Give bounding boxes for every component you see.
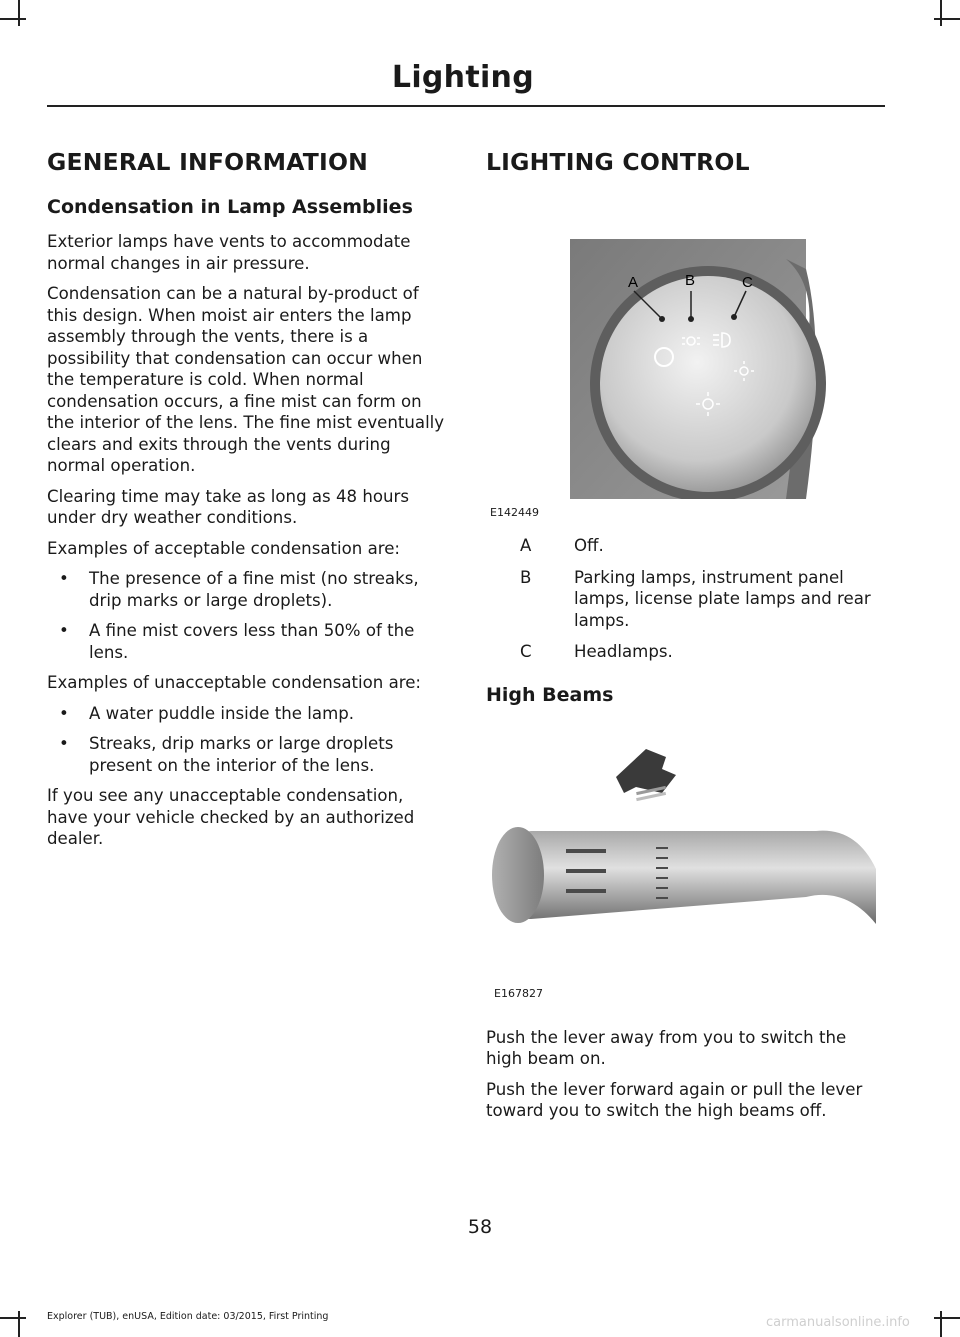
crop-mark	[934, 1317, 960, 1319]
callout-dot-a	[659, 316, 665, 322]
lever-body	[506, 830, 876, 923]
legend-key: B	[520, 567, 532, 587]
legend-row	[486, 535, 886, 567]
figure-code: E142449	[490, 506, 539, 519]
paragraph: Push the lever away from you to switch the high beam on.	[486, 1027, 847, 1068]
crop-mark	[18, 1311, 20, 1337]
list-item	[47, 620, 449, 663]
legend-text: Parking lamps, instrument panel lamps, license plate lamps and rear lamps.	[574, 567, 871, 630]
lighting-control-legend	[486, 535, 886, 673]
footer-edition: Explorer (TUB), enUSA, Edition date: 03/2015, First Printing	[47, 1311, 329, 1322]
subsection-title-high-beams: High Beams	[486, 683, 614, 706]
list-item-text: Streaks, drip marks or large droplets present on the interior of the lens.	[89, 734, 394, 775]
paragraph: Push the lever forward again or pull the lever toward you to switch the high beams off.	[486, 1079, 863, 1120]
bullet: •	[59, 734, 69, 753]
paragraph: Condensation can be a natural by-product of this design. When moist air enters the lamp assembly through the vents, there is a possibility that condensation can occur when the temperature is cold. When normal condensation occurs, a fine mist can form on the interior of the lens. The fine mist eventually clears and exits through the vents during normal operation.	[47, 284, 445, 475]
header-title-text: Lighting	[391, 60, 534, 95]
legend-row	[486, 641, 886, 673]
callout-label-b: B	[685, 272, 696, 289]
list-item-text: A fine mist covers less than 50% of the lens.	[89, 621, 415, 662]
bullet: •	[59, 569, 69, 588]
list-item	[47, 733, 449, 776]
crop-mark	[940, 1311, 942, 1337]
paragraph: Examples of unacceptable condensation are:	[47, 673, 422, 692]
push-arrow-icon	[616, 749, 676, 801]
high-beams-figure	[486, 719, 886, 1007]
callout-dot-c	[731, 314, 737, 320]
paragraph: Clearing time may take as long as 48 hours under dry weather conditions.	[47, 486, 410, 527]
headlamp-knob	[600, 276, 816, 492]
watermark: carmanualsonline.info	[766, 1315, 910, 1330]
legend-key: A	[520, 536, 532, 555]
lighting-control-figure	[486, 199, 886, 519]
list-item-text: The presence of a fine mist (no streaks, drip marks or large droplets).	[89, 569, 419, 610]
paragraph: Exterior lamps have vents to accommodate normal changes in air pressure.	[47, 232, 411, 273]
legend-text: Off.	[574, 536, 604, 555]
section-title-general-information: GENERAL INFORMATION	[47, 148, 369, 176]
right-column	[486, 145, 886, 1131]
section-title-lighting-control: LIGHTING CONTROL	[486, 148, 750, 176]
paragraph: Examples of acceptable condensation are:	[47, 538, 400, 558]
lever-illustration	[486, 719, 886, 979]
list-item	[47, 703, 449, 725]
crop-mark	[18, 0, 20, 26]
list-item-text: A water puddle inside the lamp.	[89, 703, 355, 723]
lever-end-cap	[492, 827, 544, 923]
callout-label-c: C	[742, 274, 753, 291]
callout-dot-b	[688, 316, 694, 322]
acceptable-list	[47, 568, 449, 663]
legend-text: Headlamps.	[574, 642, 673, 661]
legend-key: C	[520, 642, 532, 661]
list-item	[47, 568, 449, 611]
crop-mark	[940, 0, 942, 26]
bullet: •	[59, 621, 69, 640]
page-number: 58	[467, 1216, 493, 1238]
page-header-title	[0, 60, 932, 95]
lighting-switch-illustration	[486, 199, 886, 499]
subsection-title-condensation: Condensation in Lamp Assemblies	[47, 196, 413, 218]
crop-mark	[0, 1317, 26, 1319]
crop-mark	[0, 18, 26, 20]
paragraph: If you see any unacceptable condensation, have your vehicle checked by an authorized dealer.	[47, 786, 415, 848]
figure-code: E167827	[494, 986, 543, 1000]
callout-label-a: A	[628, 274, 639, 291]
bullet: •	[59, 703, 69, 723]
header-rule	[47, 105, 885, 107]
unacceptable-list	[47, 703, 449, 777]
legend-row	[486, 567, 886, 642]
crop-mark	[934, 18, 960, 20]
left-column	[47, 145, 449, 859]
